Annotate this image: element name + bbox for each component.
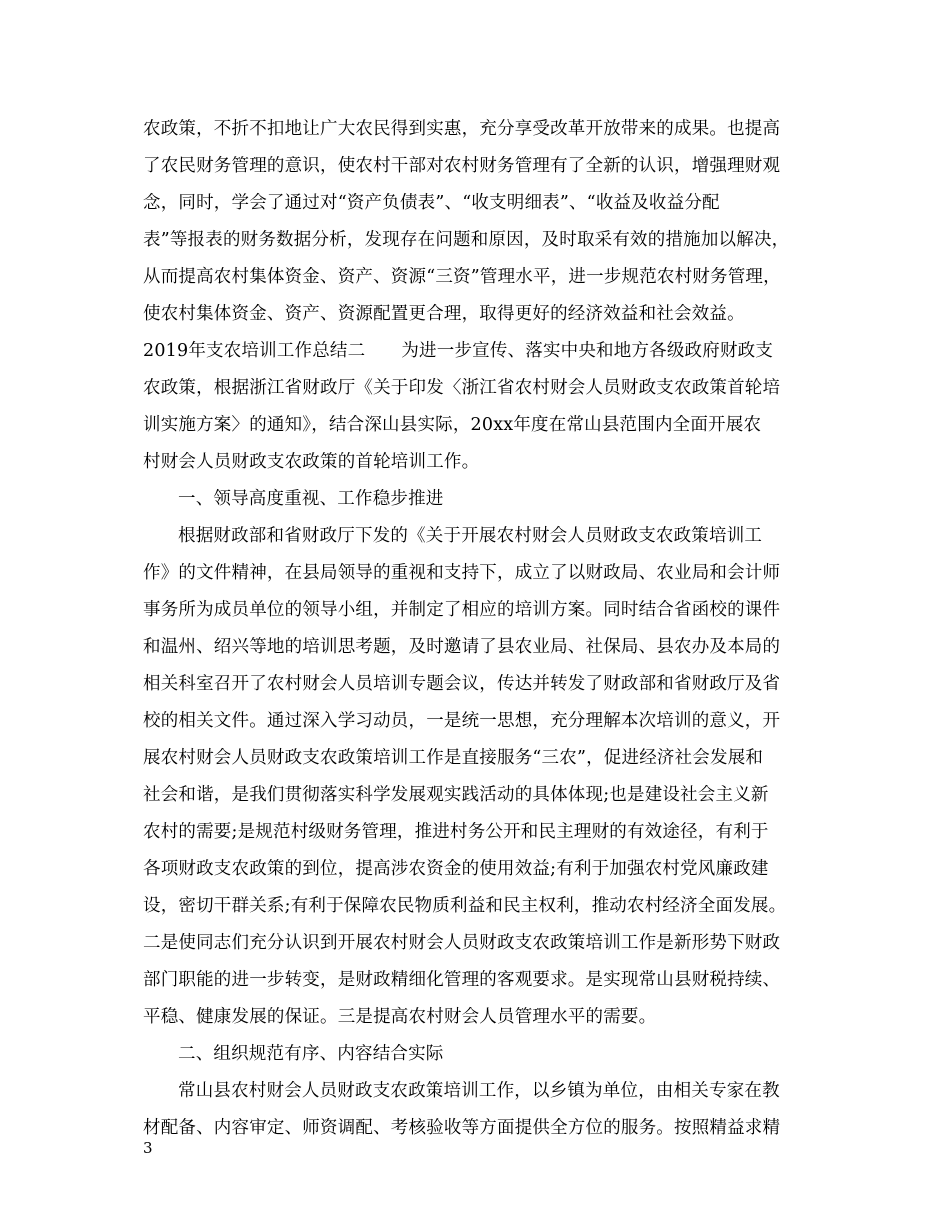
text-line: 一、领导高度重视、工作稳步推进 bbox=[178, 489, 444, 509]
text-line: 了农民财务管理的意识，使农村干部对农村财务管理有了全新的认识，增强理财观 bbox=[143, 156, 781, 176]
text-line: 使农村集体资金、资产、资源配置更合理，取得更好的经济效益和社会效益。 bbox=[143, 304, 745, 324]
page-number: 3 bbox=[143, 1139, 153, 1157]
text-line: 相关科室召开了农村财会人员培训专题会议，传达并转发了财政部和省财政厅及省 bbox=[143, 674, 781, 694]
text-line: 农村的需要;是规范村级财务管理，推进村务公开和民主理财的有效途径，有利于 bbox=[143, 822, 769, 842]
text-line: 农政策，根据浙江省财政厅《关于印发〈浙江省农村财会人员财政支农政策首轮培 bbox=[143, 378, 781, 398]
section-heading: 2019年支农培训工作总结二 bbox=[143, 341, 366, 361]
text-line: 事务所为成员单位的领导小组，并制定了相应的培训方案。同时结合省函校的课件 bbox=[143, 600, 781, 620]
text-line: 和温州、绍兴等地的培训思考题，及时邀请了县农业局、社保局、县农办及本局的 bbox=[143, 637, 781, 657]
text-line: 材配备、内容审定、师资调配、考核验收等方面提供全方位的服务。按照精益求精 bbox=[143, 1118, 781, 1138]
text-line: 部门职能的进一步转变，是财政精细化管理的客观要求。是实现常山县财税持续、 bbox=[143, 970, 781, 990]
text-line: 表”等报表的财务数据分析，发现存在问题和原因，及时取采有效的措施加以解决， bbox=[143, 230, 790, 250]
text-line: 训实施方案〉的通知》，结合深山县实际，20xx年度在常山县范围内全面开展农 bbox=[143, 415, 762, 435]
text-line: 常山县农村财会人员财政支农政策培训工作，以乡镇为单位，由相关专家在教 bbox=[178, 1081, 780, 1101]
text-line: 念，同时，学会了通过对“资产负债表”、“收支明细表”、“收益及收益分配 bbox=[143, 193, 720, 213]
text-line: 村财会人员财政支农政策的首轮培训工作。 bbox=[143, 452, 480, 472]
body-text bbox=[143, 111, 823, 1147]
text-line-rest: 为进一步宣传、落实中央和地方各级政府财政支 bbox=[401, 341, 774, 361]
text-line: 平稳、健康发展的保证。三是提高农村财会人员管理水平的需要。 bbox=[143, 1007, 657, 1027]
text-line: 各项财政支农政策的到位，提高涉农资金的使用效益;有利于加强农村党风廉政建 bbox=[143, 859, 769, 879]
text-line: 社会和谐，是我们贯彻落实科学发展观实践活动的具体体现;也是建设社会主义新 bbox=[143, 785, 769, 805]
text-line: 设，密切干群关系;有利于保障农民物质利益和民主权利，推动农村经济全面发展。 bbox=[143, 896, 787, 916]
text-line: 二、组织规范有序、内容结合实际 bbox=[178, 1044, 444, 1064]
text-line: 从而提高农村集体资金、资产、资源“三资”管理水平，进一步规范农村财务管理， bbox=[143, 267, 781, 287]
text-line bbox=[143, 333, 823, 370]
text-line: 校的相关文件。通过深入学习动员，一是统一思想，充分理解本次培训的意义，开 bbox=[143, 711, 781, 731]
text-line: 农政策，不折不扣地让广大农民得到实惠，充分享受改革开放带来的成果。也提高 bbox=[143, 119, 781, 139]
text-line: 作》的文件精神，在县局领导的重视和支持下，成立了以财政局、农业局和会计师 bbox=[143, 563, 781, 583]
text-line: 根据财政部和省财政厅下发的《关于开展农村财会人员财政支农政策培训工 bbox=[178, 526, 763, 546]
text-line: 展农村财会人员财政支农政策培训工作是直接服务“三农”，促进经济社会发展和 bbox=[143, 748, 764, 768]
text-line: 二是使同志们充分认识到开展农村财会人员财政支农政策培训工作是新形势下财政 bbox=[143, 933, 781, 953]
